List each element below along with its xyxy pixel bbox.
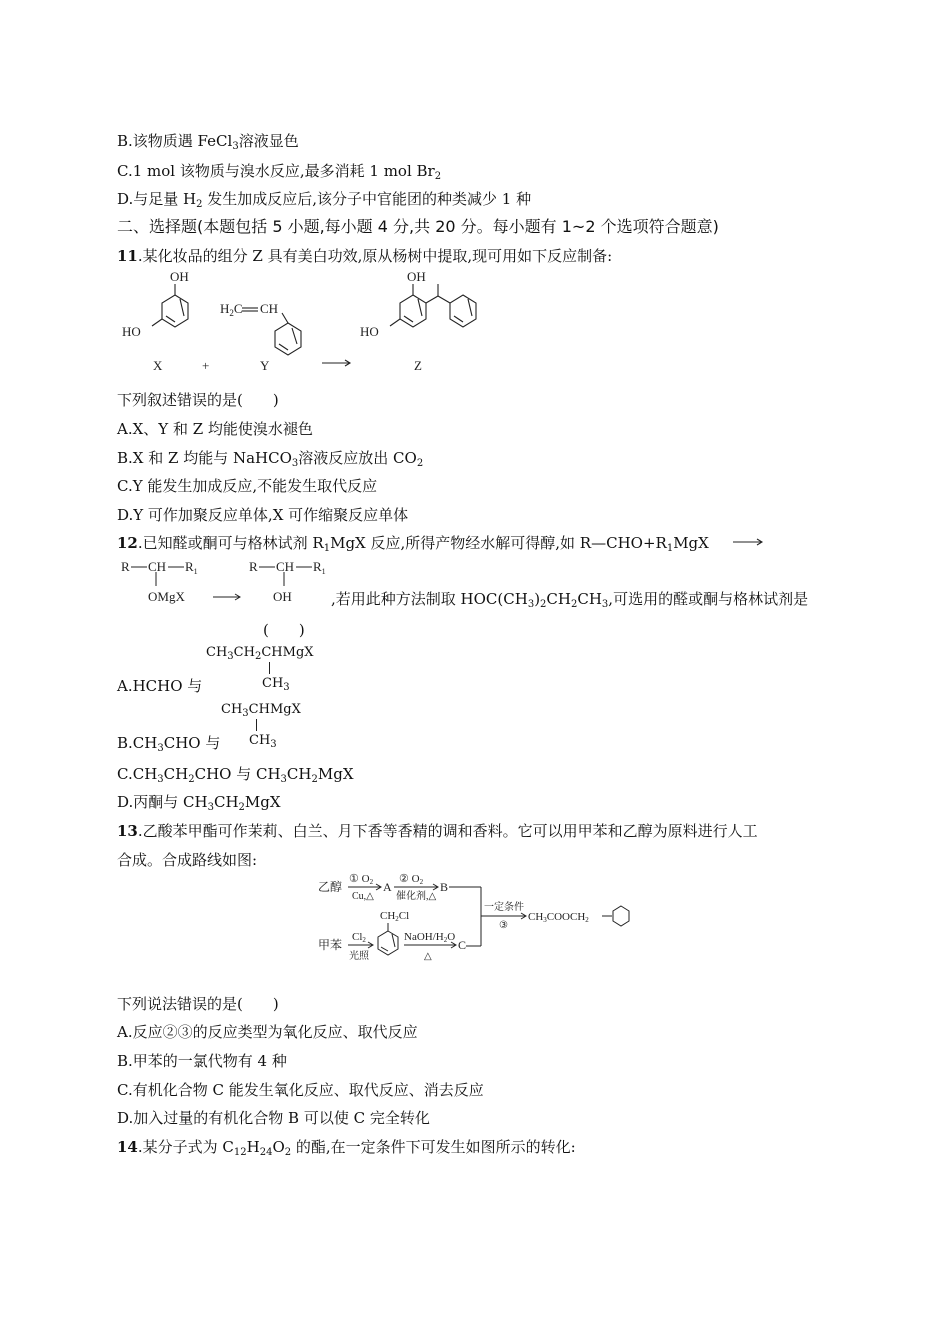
x-label: X	[153, 358, 163, 373]
svg-text:CH3COOCH2: CH3COOCH2	[528, 911, 589, 924]
q11-option-d: D.Y 可作加聚反应单体,X 可作缩聚反应单体	[117, 506, 409, 524]
svg-text:H2C: $H_2C$	[220, 301, 243, 318]
q12-option-c: $C.CH_3CH_2CHO$ 与 $CH_3CH_2MgX$	[117, 765, 354, 785]
svg-text:光照: 光照	[349, 951, 369, 962]
q12-stem: 12.已知醛或酮可与格林试剂 $R_1MgX$ 反应,所得产物经水解可得醇,如 $R—CHO+R_1MgX$	[117, 534, 709, 554]
svg-text:CH: CH	[276, 559, 295, 574]
svg-text:R1: $R_1$	[313, 559, 326, 576]
q12-a-bond	[269, 662, 270, 674]
q14-stem: 14.某分子式为 $C_{12}H_{24}O_2$ 的酯,在一定条件下可发生如图所示的转化:	[117, 1138, 576, 1158]
q13-synthesis-route	[316, 868, 646, 968]
q12-stem-arrow	[733, 536, 765, 548]
svg-text:OH: OH	[273, 589, 292, 604]
z-benzene-ring-a	[400, 295, 426, 327]
svg-text:乙醇: 乙醇	[318, 880, 343, 894]
z-label: Z	[414, 358, 422, 373]
product-ring	[613, 906, 629, 926]
toluene-ring	[378, 931, 398, 955]
svg-text:CH: CH	[148, 559, 167, 574]
q11-stem: 11.某化妆品的组分 Z 具有美白功效,原从杨树中提取,现可用如下反应制备:	[117, 247, 613, 265]
y-ch-label: CH	[260, 301, 279, 316]
q11-option-a: A.X、Y 和 Z 均能使溴水褪色	[117, 420, 313, 438]
q12-grignard-scheme	[118, 555, 333, 605]
q12-a-structure-main: $CH_3CH_2CHMgX$	[206, 645, 314, 662]
svg-text:② O2: ② O2	[399, 873, 424, 886]
q11-prompt: 下列叙述错误的是( )	[117, 391, 279, 409]
svg-text:Cl2: Cl2	[352, 931, 366, 944]
svg-text:△: △	[424, 951, 432, 962]
x-ho-label: HO	[122, 324, 141, 339]
y-label: Y	[260, 358, 270, 373]
svg-text:③: ③	[499, 920, 508, 931]
q11-option-c: C.Y 能发生加成反应,不能发生取代反应	[117, 477, 378, 495]
svg-text:一定条件: 一定条件	[484, 902, 524, 913]
q10-option-b: B.该物质遇 FeCl$_3$溶液显色	[117, 132, 299, 152]
q12-b-structure-main: $CH_3CHMgX$	[221, 702, 301, 719]
svg-text:CH2Cl: CH2Cl	[380, 910, 410, 923]
q12-a-structure-branch: $CH_3$	[262, 676, 290, 693]
svg-text:OMgX: OMgX	[148, 589, 185, 604]
svg-text:R: R	[249, 559, 258, 574]
y-benzene-ring	[275, 323, 301, 355]
x-oh-label: OH	[170, 269, 189, 284]
q13-prompt: 下列说法错误的是( )	[117, 995, 279, 1013]
q13-option-b: B.甲苯的一氯代物有 4 种	[117, 1052, 287, 1070]
q11-option-b: B.X 和 Z 均能与 NaHCO$_3$溶液反应放出 $CO_2$	[117, 449, 424, 469]
svg-text:催化剂,△: 催化剂,△	[396, 891, 437, 902]
q13-option-c: C.有机化合物 C 能发生氧化反应、取代反应、消去反应	[117, 1081, 484, 1099]
q12-b-structure-branch: $CH_3$	[249, 733, 277, 750]
z-benzene-ring-b	[450, 295, 476, 327]
svg-text:A: A	[383, 880, 392, 894]
q12-answer-blank: ( )	[263, 621, 305, 639]
q12-option-d: D.丙酮与 $CH_3CH_2MgX$	[117, 793, 281, 813]
q11-reaction-scheme	[110, 266, 510, 378]
svg-text:R: R	[121, 559, 130, 574]
svg-text:① O2: ① O2	[349, 873, 374, 886]
z-oh-label: OH	[407, 269, 426, 284]
svg-text:C: C	[458, 938, 467, 952]
z-ho-label: HO	[360, 324, 379, 339]
svg-text:R1: $R_1$	[185, 559, 198, 576]
q12-stem-continuation: ,若用此种方法制取 $HOC(CH_3)_2CH_2CH_3$,可选用的醛或酮与格林试剂是	[331, 590, 809, 610]
q13-stem-line2: 合成。合成路线如图:	[117, 851, 258, 869]
x-benzene-ring	[162, 295, 188, 327]
svg-text:NaOH/H2O: NaOH/H2O	[404, 931, 456, 944]
section-heading: 二、选择题(本题包括 5 小题,每小题 4 分,共 20 分。每小题有 1~2 个选项符合题意)	[117, 217, 719, 236]
svg-text:Cu,△: Cu,△	[352, 891, 374, 902]
plus-sign: +	[202, 358, 210, 373]
q12-option-a: A.HCHO 与	[117, 677, 203, 695]
q13-option-d: D.加入过量的有机化合物 B 可以使 C 完全转化	[117, 1109, 430, 1127]
q10-option-d: D.与足量 $H_2$ 发生加成反应后,该分子中官能团的种类减少 1 种	[117, 190, 532, 210]
svg-text:B: B	[440, 880, 449, 894]
q12-b-bond	[256, 719, 257, 731]
q10-option-c: C.1 mol 该物质与溴水反应,最多消耗 1 mol $Br_2$	[117, 162, 442, 182]
q12-option-b: $B.CH_3CHO$ 与	[117, 734, 221, 754]
svg-text:甲苯: 甲苯	[318, 938, 343, 952]
q13-stem-line1: 13.乙酸苯甲酯可作茉莉、白兰、月下香等香精的调和香料。它可以用甲苯和乙醇为原料进行人工	[117, 822, 758, 840]
q13-option-a: A.反应②③的反应类型为氧化反应、取代反应	[117, 1023, 418, 1041]
